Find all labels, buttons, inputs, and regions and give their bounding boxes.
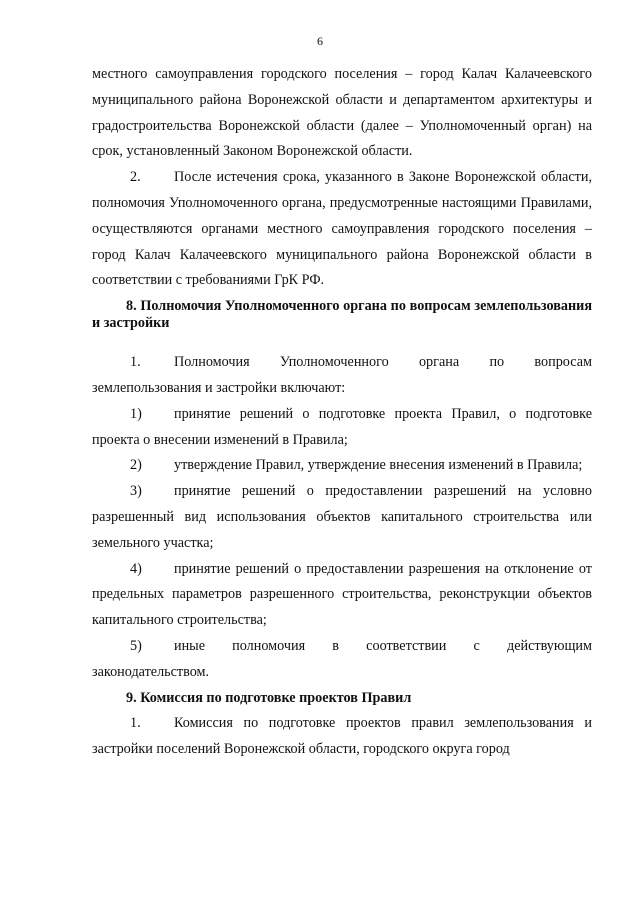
subitem-number: 2) xyxy=(130,457,142,474)
subitem-number: 3) xyxy=(130,483,142,500)
subitem-text: иные полномочия в соответствии с действующим законодательством. xyxy=(92,637,592,680)
section-8-item-1 xyxy=(92,350,592,402)
item-text: Комиссия по подготовке проектов правил землепользования и застройки поселений Воронежской области, городского округа город xyxy=(92,715,592,758)
subitem-text: принятие решений о подготовке проекта Правил, о подготовке проекта о внесении изменений в Правила; xyxy=(92,405,592,448)
subitem-text: принятие решений о предоставлении разрешения на отклонение от предельных параметров разрешенного строительства, реконструкции объектов капитального строительства; xyxy=(92,560,592,629)
section-9-item-1 xyxy=(92,711,592,763)
page-number: 6 xyxy=(317,34,323,48)
subitem-text: утверждение Правил, утверждение внесения изменений в Правила; xyxy=(174,457,583,474)
item-text: Полномочия Уполномоченного органа по вопросам землепользования и застройки включают: xyxy=(92,354,592,396)
item-number: 2. xyxy=(130,169,141,186)
item-number: 1. xyxy=(130,715,141,732)
section-8-heading: 8. Полномочия Уполномоченного органа по вопросам землепользования и застройки xyxy=(92,298,592,332)
continuation-paragraph: местного самоуправления городского поселения – город Калач Калачеевского муниципального района Воронежской области и департаментом архитектуры и градостроительства Воронежской области (далее – Уполномоченный орган) на срок, установленный Законом Воронежской области. xyxy=(92,66,592,160)
subitem-number: 4) xyxy=(130,560,142,577)
subitem-text: принятие решений о предоставлении разрешений на условно разрешенный вид использования объектов капитального строительства или земельного участка; xyxy=(92,483,592,551)
item-number: 1. xyxy=(130,354,141,371)
subitem-number: 5) xyxy=(130,637,142,654)
section-9-heading: 9. Комиссия по подготовке проектов Правил xyxy=(126,689,412,706)
subitem-4 xyxy=(92,557,592,634)
item-2-paragraph xyxy=(92,165,592,294)
document-body xyxy=(92,62,592,763)
subitem-1 xyxy=(92,402,592,454)
item-text: После истечения срока, указанного в Законе Воронежской области, полномочия Уполномоченного органа, предусмотренные настоящими Правилами, осуществляются органами местного самоуправления городского поселения – город Калач Калачеевского муниципального района Воронежской области в соответствии с требованиями ГрК РФ. xyxy=(92,169,592,289)
subitem-3 xyxy=(92,479,592,556)
subitem-number: 1) xyxy=(130,405,142,422)
subitem-2 xyxy=(92,453,592,479)
subitem-5 xyxy=(92,634,592,686)
